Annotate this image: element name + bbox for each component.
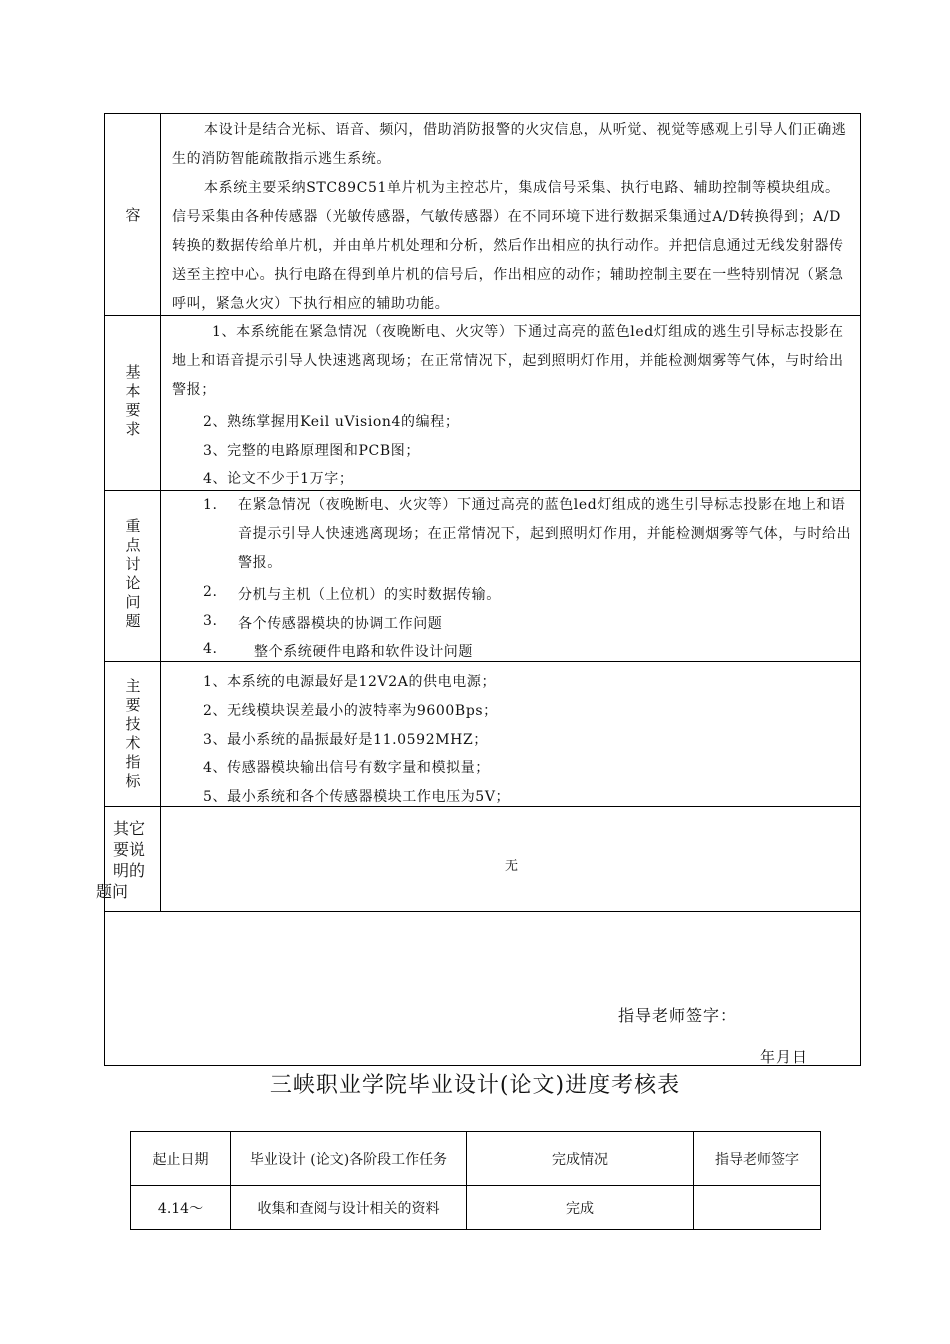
form-row-divider [104, 911, 861, 912]
row-task: 收集和查阅与设计相关的资料 [231, 1186, 467, 1230]
requirement-item-1: 1、本系统能在紧急情况（夜晚断电、火灾等）下通过高亮的蓝色led灯组成的逃生引导标志投影在地上和语音提示引导人快速逃离现场；在正常情况下，起到照明灯作用，并能检测烟雾等气体，与时给出警报； [172, 324, 844, 398]
key-issues-label: 重 点 讨 论 问 题 [125, 517, 141, 630]
indicator-item: 3、最小系统的晶振最好是11.0592MHZ； [203, 732, 488, 748]
table-header-row [131, 1132, 821, 1186]
issue-text: 各个传感器模块的协调工作问题 [238, 616, 443, 632]
content-paragraph-1: 本设计是结合光标、语音、频闪，借助消防报警的火灾信息，从听觉、视觉等感观上引导人们正确逃生的消防智能疏散指示逃生系统。 [172, 122, 847, 167]
other-notes-value: 无 [505, 859, 519, 874]
issue-text: 分机与主机（上位机）的实时数据传输。 [238, 587, 501, 603]
signature-date: 年月日 [760, 1048, 809, 1066]
table-row [131, 1186, 821, 1230]
form-top-border [104, 113, 861, 114]
form-row-divider [104, 661, 861, 662]
requirement-item-3: 3、完整的电路原理图和PCB图； [203, 443, 420, 459]
form-right-border [860, 113, 861, 1066]
form-column-divider [160, 113, 161, 912]
form-bottom-border [104, 1065, 861, 1066]
content-paragraph-2: 本系统主要采纳STC89C51单片机为主控芯片，集成信号采集、执行电路、辅助控制等模块组成。信号采集由各种传感器（光敏传感器，气敏传感器）在不同环境下进行数据采集通过A/D转换得到；A/D转换的数据传给单片机，并由单片机处理和分析，然后作出相应的执行动作。并把信息通过无线发射器传送至主控中心。执行电路在得到单片机的信号后，作出相应的动作；辅助控制主要在一些特别情况（紧急呼叫，紧急火灾）下执行相应的辅助功能。 [172, 180, 844, 312]
issue-number: 4. [203, 641, 218, 657]
page-title: 三峡职业学院毕业设计(论文)进度考核表 [269, 1073, 681, 1098]
issue-number: 1. [203, 497, 218, 513]
supervisor-signature-label: 指导老师签字： [618, 1006, 738, 1025]
indicator-item: 5、最小系统和各个传感器模块工作电压为5V； [203, 789, 511, 805]
progress-table [130, 1131, 821, 1230]
other-notes-label: 其它 要说 明的 题问 [96, 819, 145, 901]
issue-number: 2. [203, 584, 218, 600]
indicator-item: 1、本系统的电源最好是12V2A的供电电源； [203, 674, 497, 690]
row-signature[interactable] [694, 1186, 821, 1230]
indicator-item: 2、无线模块误差最小的波特率为9600Bps； [203, 703, 498, 719]
header-dates: 起止日期 [131, 1132, 231, 1186]
issue-text: 整个系统硬件电路和软件设计问题 [254, 644, 473, 660]
form-left-border [104, 113, 105, 1066]
row-date: 4.14～ [131, 1186, 231, 1230]
issue-number: 3. [203, 613, 218, 629]
form-row-divider [104, 806, 861, 807]
row-status: 完成 [467, 1186, 694, 1230]
requirement-item-4: 4、论文不少于1万字； [203, 471, 354, 487]
requirement-item-2: 2、熟练掌握用Keil uVision4的编程； [203, 414, 460, 430]
issue-text: 在紧急情况（夜晚断电、火灾等）下通过高亮的蓝色led灯组成的逃生引导标志投影在地上和语音提示引导人快速逃离现场；在正常情况下，起到照明灯作用，并能检测烟雾等气体，与时给出警报。 [238, 497, 852, 571]
tech-indicators-label: 主 要 技 术 指 标 [125, 677, 141, 790]
indicator-item: 4、传感器模块输出信号有数字量和模拟量； [203, 760, 490, 776]
header-tasks: 毕业设计 (论文)各阶段工作任务 [231, 1132, 467, 1186]
content-label: 容 [125, 206, 141, 224]
header-status: 完成情况 [467, 1132, 694, 1186]
header-signature: 指导老师签字 [694, 1132, 821, 1186]
basic-requirements-label: 基 本 要 求 [125, 363, 141, 438]
